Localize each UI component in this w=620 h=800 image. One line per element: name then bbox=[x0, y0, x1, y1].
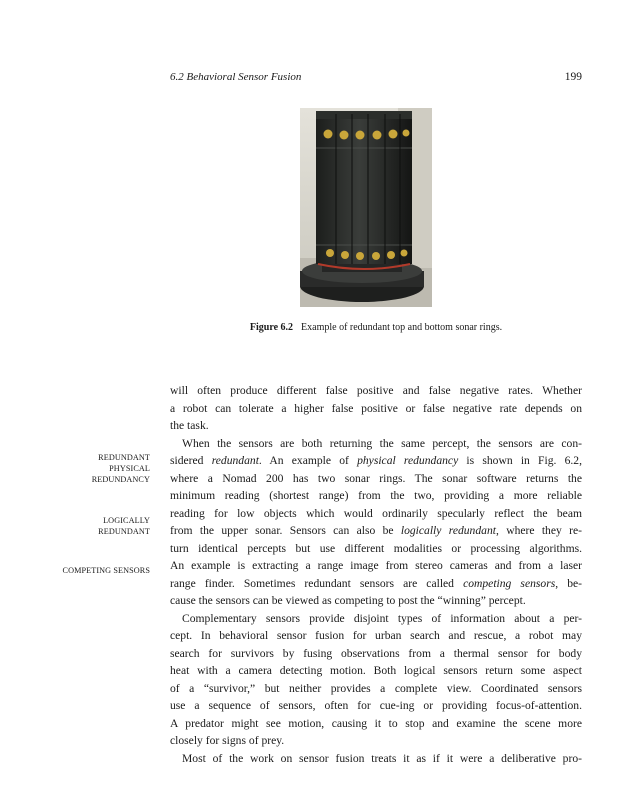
text-line: An example is extracting a range image from stereo cameras and from a laser bbox=[170, 559, 582, 572]
text-line: of a “survivor,” but neither provides a complete view. Coordinated sensors bbox=[170, 681, 582, 695]
figure-caption bbox=[170, 322, 582, 333]
text-line: closely for signs of prey. bbox=[170, 734, 285, 747]
text-line: When the sensors are both returning the same percept, the sensors are con- bbox=[182, 436, 582, 450]
text-line: heat with a camera detecting motion. Both logical sensors return some aspect bbox=[170, 664, 582, 677]
text-line: reading for low objects which would ordinarily specularly reflect the beam bbox=[170, 506, 582, 520]
text-segment: . An example of bbox=[258, 454, 358, 467]
margin-note-logically-text: LOGICALLY bbox=[103, 516, 150, 525]
text-segment: sidered bbox=[170, 454, 212, 467]
text-segment: , where they re- bbox=[495, 524, 582, 537]
text-line: turn identical percepts but use different modalities or processing algorithms. bbox=[170, 541, 582, 555]
text-line bbox=[170, 575, 582, 593]
text-segment: from the upper sonar. Sensors can also be bbox=[170, 524, 401, 537]
term-physical-redundancy: physical redundancy bbox=[357, 454, 459, 467]
text-line: will often produce different false positive and false negative rates. Whether bbox=[170, 384, 582, 397]
section-title: 6.2 Behavioral Sensor Fusion bbox=[170, 71, 302, 83]
text-line: Complementary sensors provide disjoint types of information about a per- bbox=[182, 611, 582, 625]
figure-label: Figure 6.2 bbox=[249, 322, 294, 333]
running-head bbox=[170, 71, 582, 87]
text-line bbox=[170, 522, 582, 540]
robot-photo bbox=[300, 108, 432, 307]
text-line: Most of the work on sensor fusion treats it as if it were a deliberative pro- bbox=[182, 751, 582, 765]
term-competing-sensors: competing sensors bbox=[463, 576, 556, 590]
text-line: where a Nomad 200 has two sonar rings. The sonar software returns the bbox=[170, 471, 582, 485]
margin-note-physical-redundancy bbox=[20, 463, 150, 485]
margin-note-logically-redundant bbox=[20, 515, 150, 537]
text-line: minimum reading (shortest range) from the two, providing a more reliable bbox=[170, 489, 582, 502]
text-segment: , be- bbox=[555, 576, 582, 590]
margin-note-redundancy-text: REDUNDANCY bbox=[91, 475, 150, 484]
text-segment: range finder. Sometimes redundant sensors are called bbox=[170, 576, 464, 590]
text-line: a robot can tolerate a higher false positive or false negative rate depends on bbox=[170, 401, 582, 415]
margin-note-competing-text: COMPETING SENSORS bbox=[62, 566, 150, 575]
term-logically-redundant: logically redundant bbox=[400, 524, 496, 537]
text-line: cause the sensors can be viewed as competing to post the “winning” percept. bbox=[170, 594, 526, 607]
text-line: search for survivors by fusing observations from a thermal sensor for body bbox=[170, 646, 582, 660]
text-line: cept. In behavioral sensor fusion for urban search and rescue, a robot may bbox=[170, 629, 582, 642]
body-text bbox=[170, 382, 582, 767]
text-line bbox=[170, 452, 582, 470]
margin-note-redundant-text: REDUNDANT bbox=[98, 453, 150, 462]
text-line: use a sequence of sensors, often for cue-ing or providing focus-of-attention. bbox=[170, 699, 582, 712]
margin-note-physical-text: PHYSICAL bbox=[109, 464, 150, 473]
robot-sonar-rings-illustration bbox=[300, 108, 432, 307]
margin-note-competing-sensors bbox=[20, 565, 150, 576]
text-line: the task. bbox=[170, 419, 209, 432]
margin-note-redundant bbox=[20, 452, 150, 463]
figure-caption-text: Example of redundant top and bottom sonar rings. bbox=[301, 322, 503, 333]
margin-note-logically-redundant-text: REDUNDANT bbox=[98, 527, 150, 536]
term-redundant: redundant bbox=[211, 454, 259, 467]
text-segment: is shown in Fig. 6.2, bbox=[458, 454, 582, 467]
page-number: 199 bbox=[564, 71, 582, 83]
text-line: A predator might see motion, causing it to stop and examine the scene more bbox=[170, 716, 582, 730]
